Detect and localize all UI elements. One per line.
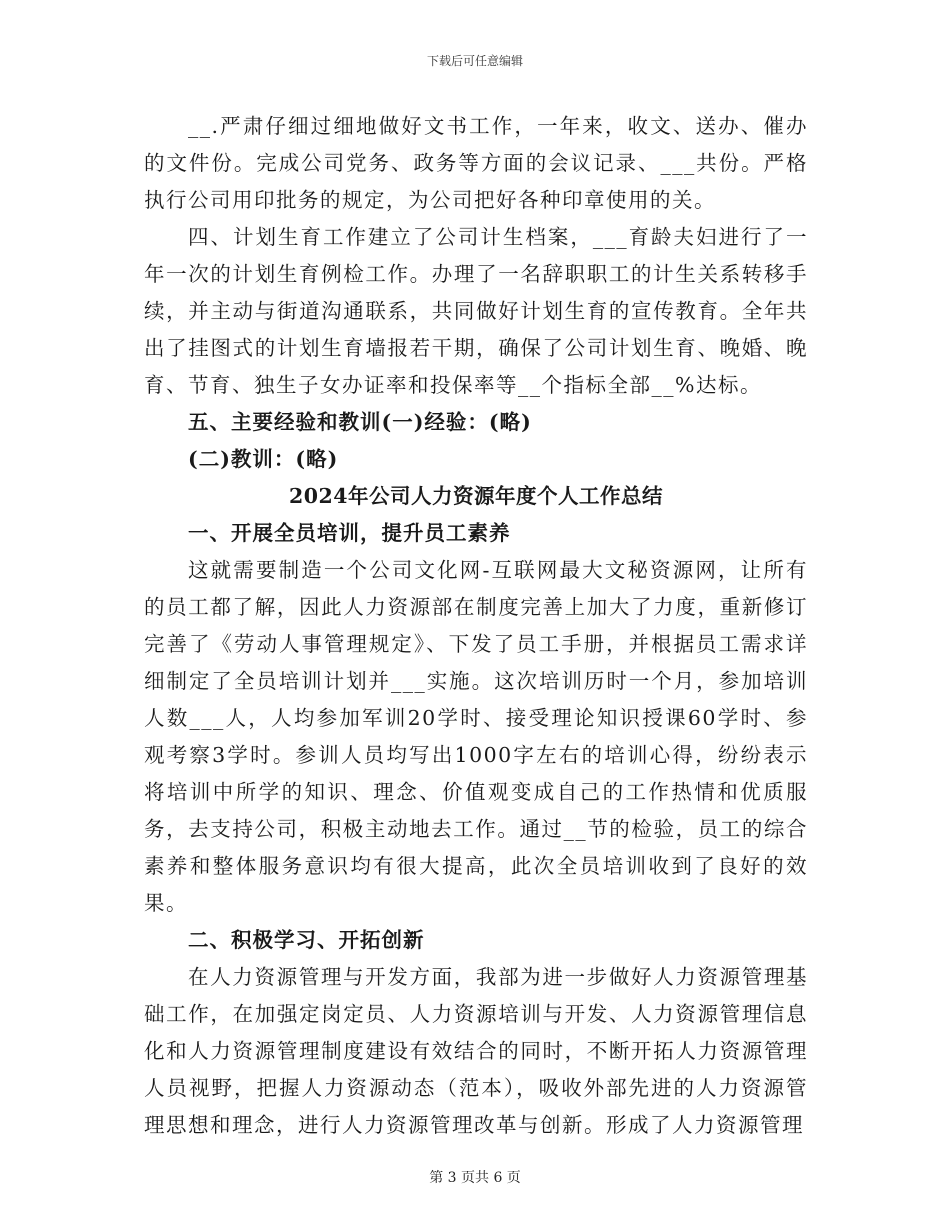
paragraph-document-work: __.严肃仔细过细地做好文书工作，一年来，收文、送办、催办的文件份。完成公司党务、政务等方面的会议记录、___共份。严格执行公司用印批务的规定，为公司把好各种印章使用的关。 xyxy=(144,114,808,212)
section2-body: 在人力资源管理与开发方面，我部为进一步做好人力资源管理基础工作，在加强定岗定员、人力资源培训与开发、人力资源管理信息化和人力资源管理制度建设有效结合的同时，不断开拓人力资源管理人员视野，把握人力资源动态（范本），吸收外部先进的人力资源管理思想和理念，进行人力资源管理改革与创新。形成了人力资源管理 xyxy=(144,965,808,1137)
paragraph-family-planning: 四、计划生育工作建立了公司计生档案，___育龄夫妇进行了一年一次的计划生育例检工作。办理了一名辞职职工的计生关系转移手续，并主动与街道沟通联系，共同做好计划生育的宣传教育。全年共出了挂图式的计划生育墙报若干期，确保了公司计划生育、晚婚、晚育、节育、独生子女办证率和投保率等__个指标全部__%达标。 xyxy=(144,225,808,397)
document-body xyxy=(144,108,808,1144)
heading-experience: 五、主要经验和教训(一)经验：(略) xyxy=(188,410,532,434)
section1-body: 这就需要制造一个公司文化网-互联网最大文秘资源网，让所有的员工都了解，因此人力资源部在制度完善上加大了力度，重新修订完善了《劳动人事管理规定》、下发了员工手册，并根据员工需求详细制定了全员培训计划并___实施。这次培训历时一个月，参加培训人数___人，人均参加军训20学时、接受理论知识授课60学时、参观考察3学时。参训人员均写出1000字左右的培训心得，纷纷表示将培训中所学的知识、理念、价值观变成自己的工作热情和优质服务，去支持公司，积极主动地去工作。通过__节的检验，员工的综合素养和整体服务意识均有很大提高，此次全员培训收到了良好的效果。 xyxy=(144,558,808,915)
heading-lesson: (二)教训：(略) xyxy=(188,447,339,471)
page-header: 下载后可任意编辑 xyxy=(426,54,523,68)
page-footer: 第 3 页共 6 页 xyxy=(429,1170,521,1186)
section1-heading: 一、开展全员培训，提升员工素养 xyxy=(188,521,511,545)
document-title: 2024年公司人力资源年度个人工作总结 xyxy=(288,484,664,508)
section2-heading: 二、积极学习、开拓创新 xyxy=(188,928,425,952)
